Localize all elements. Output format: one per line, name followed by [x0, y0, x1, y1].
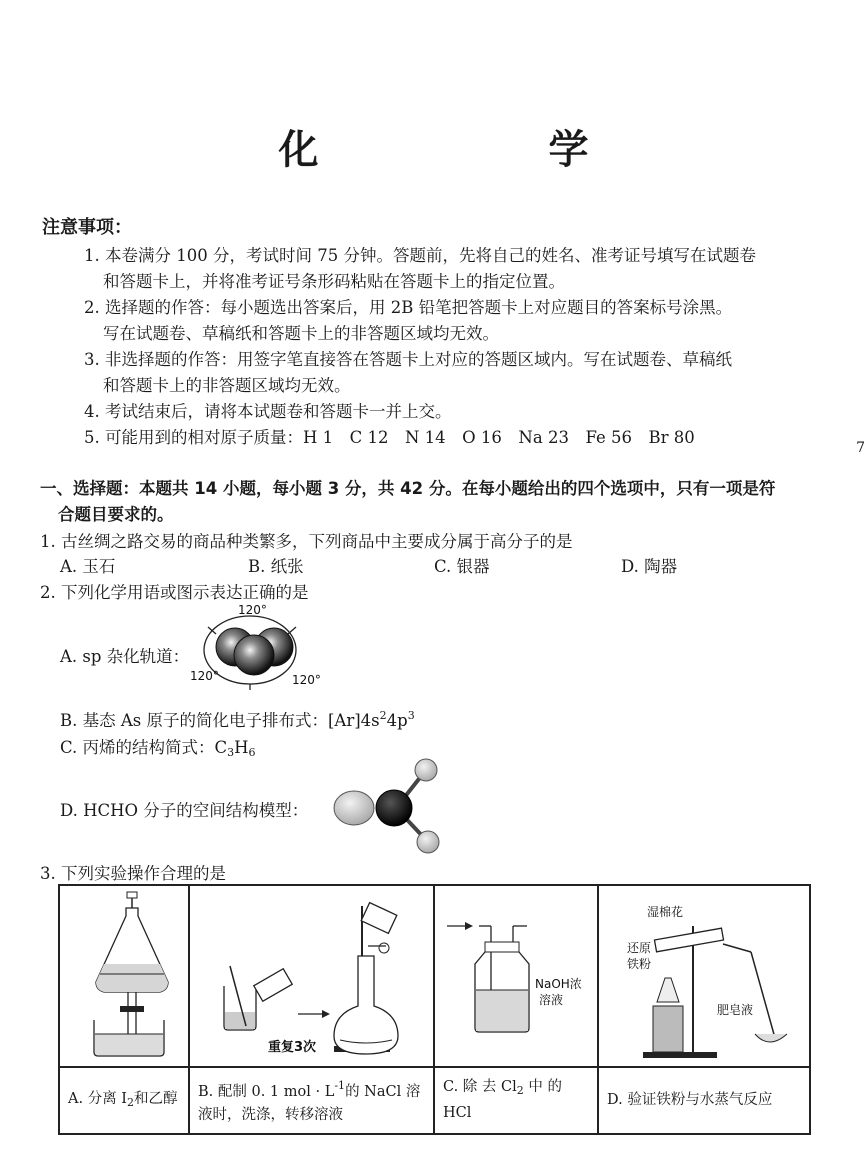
q2-option-b: B. 基态 As 原子的简化电子排布式：$[Ar]4s^24p^3$ — [60, 709, 415, 730]
notice-item-3: 3. 非选择题的作答：用签字笔直接答在答题卡上对应的答题区域内。写在试题卷、草稿纸 — [84, 350, 732, 369]
angle-left-label: 120° — [190, 669, 219, 683]
fig-d-label-4: 肥皂液 — [717, 1003, 754, 1017]
angle-top-label: 120° — [238, 603, 267, 617]
notice-item-5: 5. 可能用到的相对原子质量：H 1 C 12 N 14 O 16 Na 23 Fe 56 Br 80 — [84, 428, 695, 447]
fig-a-cell — [59, 885, 189, 1067]
fig-d-label-3: 铁粉 — [627, 957, 652, 971]
caption-d: D. 验证铁粉与水蒸气反应 — [598, 1067, 810, 1134]
fig-d-label-1: 湿棉花 — [647, 905, 684, 919]
separatory-funnel-figure — [60, 886, 188, 1062]
q1-option-a: A. 玉石 — [60, 557, 116, 576]
caption-b: B. 配制 0. 1 mol · $L^{-1}$的 NaCl 溶液时，洗涤，转移溶液 — [189, 1067, 434, 1134]
section-heading: 一、选择题：本题共 14 小题，每小题 3 分，共 42 分。在每小题给出的四个选项中，只有一项是符 — [40, 479, 776, 498]
volumetric-flask-figure — [190, 886, 433, 1062]
notice-item-2-cont: 写在试题卷、草稿纸和答题卡上的非答题区域均无效。 — [103, 324, 499, 343]
q2-option-d-label: D. HCHO 分子的空间结构模型： — [60, 801, 309, 820]
notice-item-1: 1. 本卷满分 100 分，考试时间 75 分钟。答题前，先将自己的姓名、准考证号填写在试题卷 — [84, 246, 756, 265]
fig-c-cell — [434, 885, 598, 1067]
fig-c-label-2: 溶液 — [539, 993, 564, 1007]
q2-stem: 2. 下列化学用语或图示表达正确的是 — [40, 583, 309, 602]
fig-d-cell — [598, 885, 810, 1067]
q1-option-c: C. 银器 — [434, 557, 490, 576]
notice-item-2: 2. 选择题的作答：每小题选出答案后，用 2B 铅笔把答题卡上对应题目的答案标号涂黑。 — [84, 298, 733, 317]
q2-option-a-label: A. sp 杂化轨道： — [60, 647, 190, 666]
q3-stem: 3. 下列实验操作合理的是 — [40, 864, 226, 883]
q1-option-b: B. 纸张 — [248, 557, 304, 576]
fig-b-label: 重复3次 — [268, 1040, 317, 1055]
q1-option-d: D. 陶器 — [621, 557, 678, 576]
caption-c: C. 除 去 $Cl_2$ 中 的 HCl — [434, 1067, 598, 1134]
caption-a: A. 分离 $I_2$和乙醇 — [59, 1067, 189, 1134]
section-heading-cont: 合题目要求的。 — [58, 505, 174, 524]
hcho-model-figure — [318, 756, 448, 856]
edge-mark: 7 — [856, 440, 865, 456]
notice-heading: 注意事项： — [42, 217, 132, 238]
q2-option-c: C. 丙烯的结构简式：$C_3H_6$ — [60, 738, 256, 759]
angle-right-label: 120° — [292, 673, 321, 687]
sp-orbital-figure — [180, 598, 325, 698]
q3-experiment-table — [58, 884, 811, 1135]
notice-item-1-cont: 和答题卡上，并将准考证号条形码粘贴在答题卡上的指定位置。 — [103, 272, 565, 291]
fig-d-label-2: 还原 — [627, 941, 652, 955]
q1-stem: 1. 古丝绸之路交易的商品种类繁多，下列商品中主要成分属于高分子的是 — [40, 532, 573, 551]
gas-washing-bottle-figure — [435, 886, 597, 1062]
notice-item-4: 4. 考试结束后，请将本试题卷和答题卡一并上交。 — [84, 402, 452, 421]
iron-steam-apparatus-figure — [599, 886, 809, 1062]
fig-b-cell — [189, 885, 434, 1067]
notice-item-3-cont: 和答题卡上的非答题区域均无效。 — [103, 376, 351, 395]
page-title: 化 学 — [278, 127, 697, 173]
fig-c-label-1: NaOH浓 — [535, 977, 582, 991]
